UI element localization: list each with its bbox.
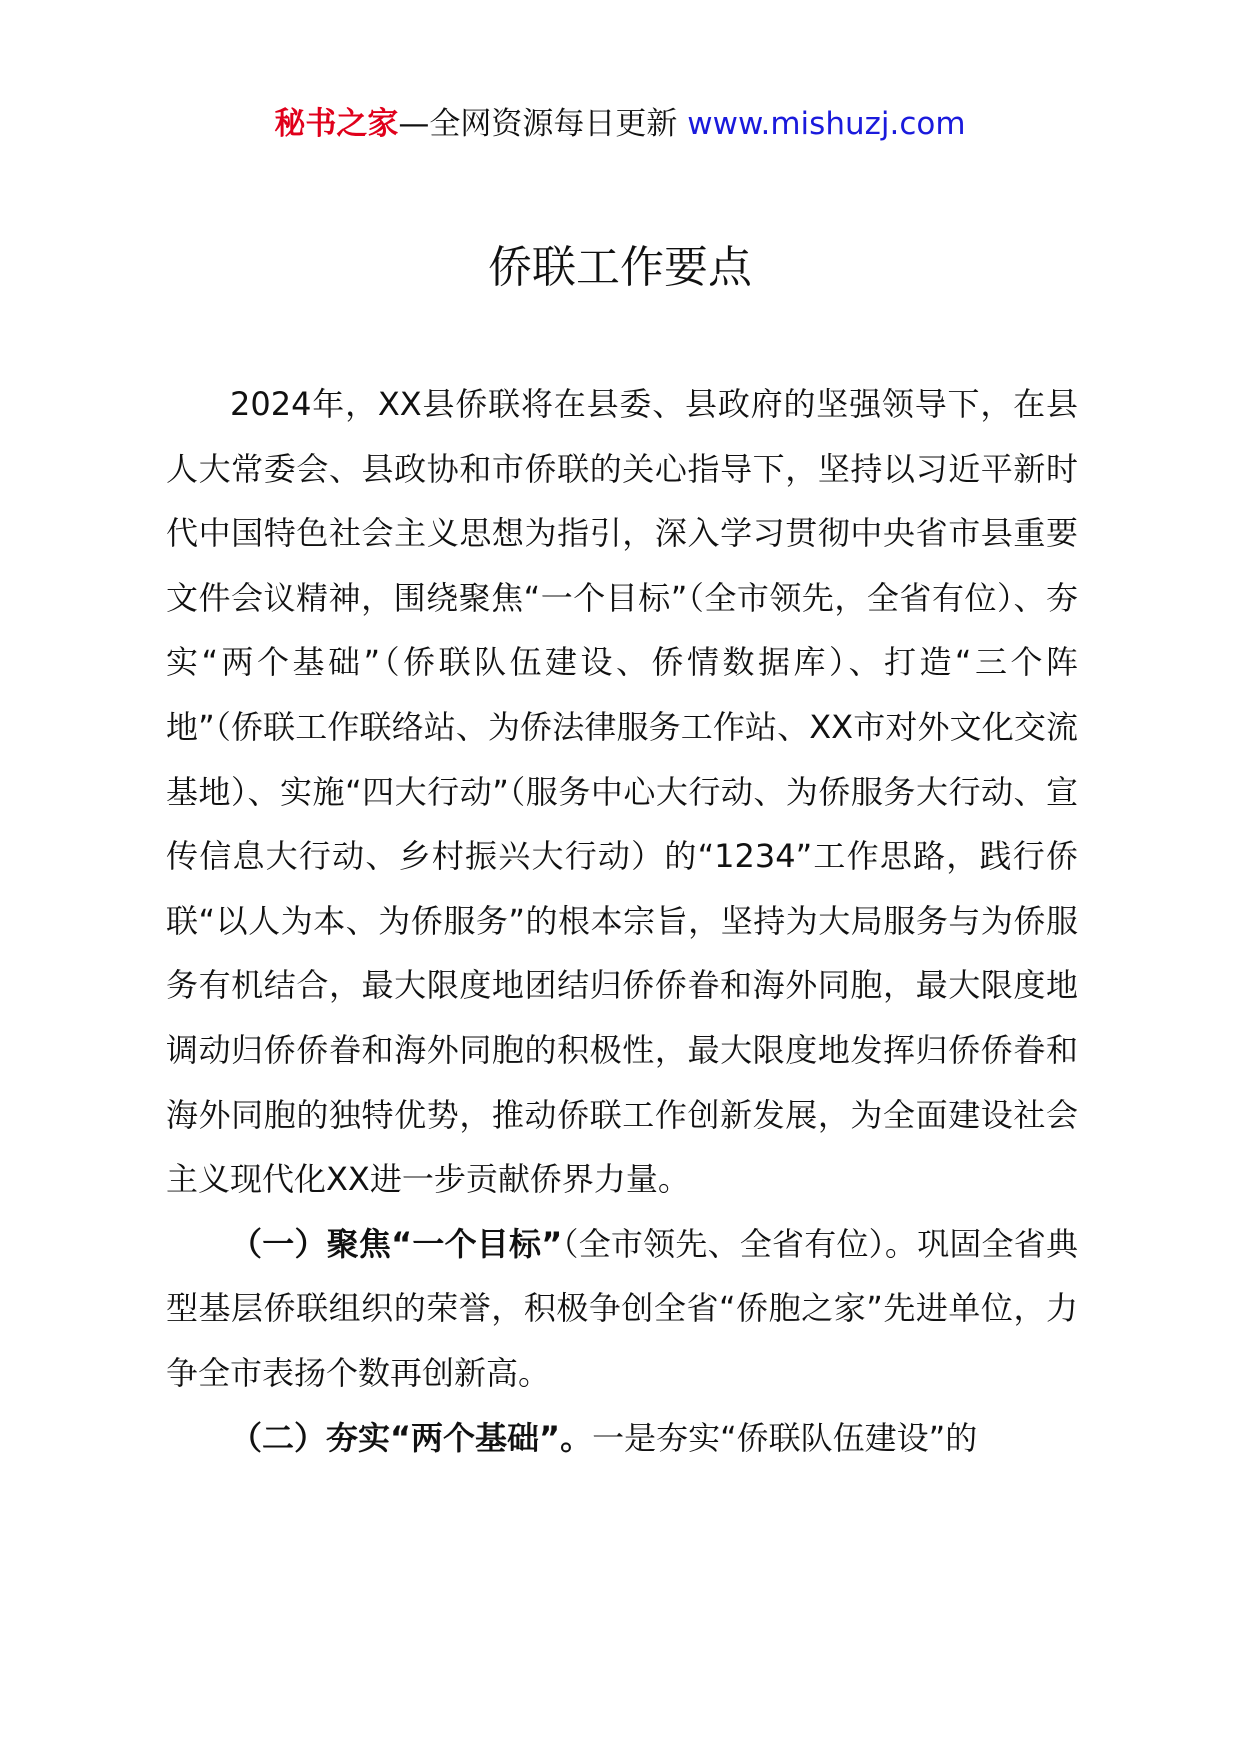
paragraph-text: （全市领先、全省有位）。巩固全省典型基层侨联组织的荣誉，积极争创全省“侨胞之家”先进单位，力争全市表扬个数再创新高。 (166, 1224, 1078, 1392)
paragraph-lead: （一）聚焦“一个目标” (230, 1224, 563, 1263)
paragraph-foundations (166, 1406, 1078, 1471)
paragraph-intro (166, 372, 1078, 1212)
brand-name: 秘书之家 (274, 106, 399, 142)
paragraph-text: 一是夯实“侨联队伍建设”的 (592, 1418, 978, 1457)
document-body (166, 372, 1078, 1470)
header-tagline: —全网资源每日更新 (398, 106, 678, 142)
paragraph-text: 2024年，XX县侨联将在县委、县政府的坚强领导下，在县人大常委会、县政协和市侨联的关心指导下，坚持以习近平新时代中国特色社会主义思想为指引，深入学习贯彻中央省市县重要文件会议精神，围绕聚焦“一个目标”（全市领先，全省有位）、夯实“两个基础”（侨联队伍建设、侨情数据库）、打造“三个阵地”（侨联工作联络站、为侨法律服务工作站、XX市对外文化交流基地）、实施“四大行动”（服务中心大行动、为侨服务大行动、宣传信息大行动、乡村振兴大行动）的“1234”工作思路，践行侨联“以人为本、为侨服务”的根本宗旨，坚持为大局服务与为侨服务有机结合，最大限度地团结归侨侨眷和海外同胞，最大限度地调动归侨侨眷和海外同胞的积极性，最大限度地发挥归侨侨眷和海外同胞的独特优势，推动侨联工作创新发展，为全面建设社会主义现代化XX进一步贡献侨界力量。 (166, 385, 1078, 1199)
paragraph-lead: （二）夯实“两个基础”。 (230, 1418, 593, 1457)
site-header (0, 104, 1240, 144)
paragraph-goal (166, 1212, 1078, 1406)
site-url-link[interactable]: www.mishuzj.com (687, 106, 966, 142)
document-title: 侨联工作要点 (488, 242, 752, 293)
